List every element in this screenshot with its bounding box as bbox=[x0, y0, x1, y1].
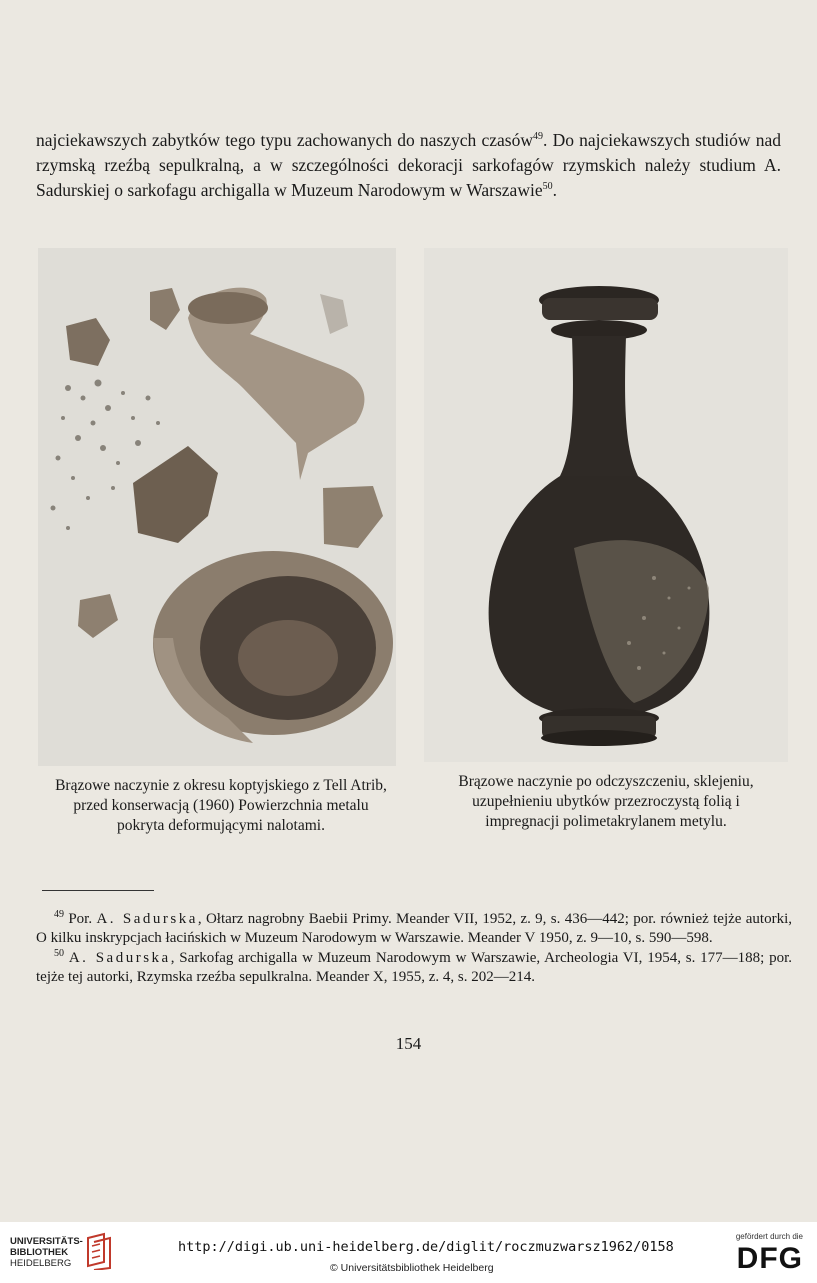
fragments-illustration bbox=[38, 248, 396, 766]
intro-text-c: . bbox=[552, 180, 557, 200]
library-logo-line2: BIBLIOTHEK bbox=[10, 1247, 69, 1258]
copyright-notice: © Universitätsbibliothek Heidelberg bbox=[330, 1262, 494, 1274]
footnote-49-author: A. Sadurska bbox=[96, 911, 198, 927]
restored-vessel-illustration bbox=[424, 248, 788, 762]
intro-paragraph bbox=[36, 128, 781, 203]
photo-vessel-before-conservation bbox=[38, 248, 396, 766]
permalink-url[interactable]: http://digi.ub.uni-heidelberg.de/diglit/roczmuzwarsz1962/0158 bbox=[178, 1239, 674, 1255]
footnote-50 bbox=[36, 949, 792, 987]
intro-text-b: . Do najciekawszych studiów nad rzymską rzeźbą sepulkralną, a w szczególności dekoracji sarkofagów rzymskich należy studium A. Sadurskiej o sarkofagu archigalla w Muzeum Narodowym w Warszawie bbox=[36, 130, 782, 200]
funded-by-label: gefördert durch die bbox=[735, 1232, 803, 1241]
library-logo-line1: UNIVERSITÄTS- bbox=[10, 1236, 83, 1247]
footnote-50-text: , Sarkofag archigalla w Muzeum Narodowym w Warszawie, Archeologia VI, 1954, s. 177—188; por. tejże tej autorki, Rzymska rzeźba sepulkralna. Meander X, 1955, z. 4, s. 202—214. bbox=[36, 950, 793, 985]
footnote-divider bbox=[42, 890, 154, 891]
footnote-50-number: 50 bbox=[54, 948, 64, 959]
footnote-49-text: , Ołtarz nagrobny Baebii Primy. Meander VII, 1952, z. 9, s. 436—442; por. również tejże autorki, O kilku inskrypcjach łacińskich w Muzeum Narodowym w Warszawie. Meander V 1950, z. 9—10, s. 590—598. bbox=[36, 911, 793, 946]
caption-left: Brązowe naczynie z okresu koptyjskiego z Tell Atrib, przed konserwacją (1960) Powierzchnia metalu pokryta deformującymi nalotami. bbox=[55, 777, 387, 834]
footnote-49-prefix: Por. bbox=[68, 911, 93, 927]
library-logo[interactable] bbox=[10, 1236, 83, 1269]
footnote-49-number: 49 bbox=[54, 909, 64, 920]
footnote-ref-49[interactable]: 49 bbox=[533, 131, 543, 143]
caption-right: Brązowe naczynie po odczyszczeniu, sklejeniu, uzupełnieniu ubytków przezroczystą folią i impregnacji polimetakrylanem metylu. bbox=[458, 773, 754, 830]
viewer-footer bbox=[0, 1222, 817, 1283]
page-number: 154 bbox=[395, 1034, 422, 1053]
footnote-50-author: A. Sadurska bbox=[68, 950, 171, 966]
library-mark-icon bbox=[84, 1232, 114, 1270]
library-logo-line3: HEIDELBERG bbox=[10, 1258, 72, 1269]
dfg-logo[interactable]: DFG bbox=[736, 1242, 803, 1275]
intro-text-a: najciekawszych zabytków tego typu zachowanych do naszych czasów bbox=[36, 130, 533, 150]
photo-vessel-after-conservation bbox=[424, 248, 788, 762]
footnotes bbox=[36, 910, 792, 988]
footnote-ref-50[interactable]: 50 bbox=[542, 181, 553, 193]
footnote-49 bbox=[36, 910, 792, 948]
